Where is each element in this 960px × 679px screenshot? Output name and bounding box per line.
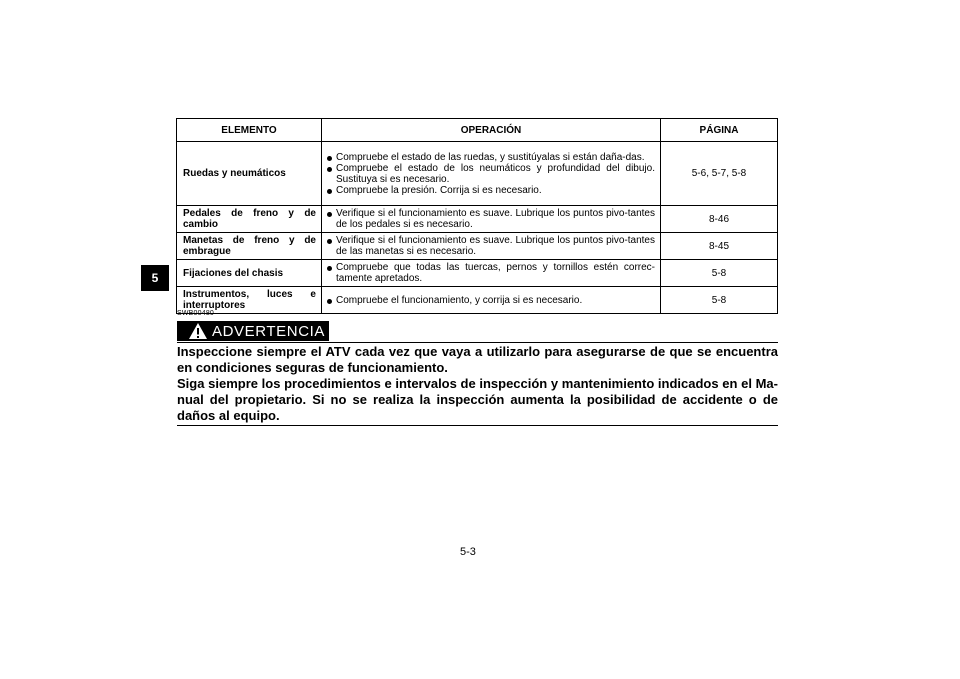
header-pagina: PÁGINA: [661, 119, 778, 142]
operation-item: Compruebe el funcionamiento, y corrija si es necesario.: [326, 295, 655, 306]
inspection-table: [176, 118, 778, 314]
row-element: Pedales de freno y de cambio: [177, 206, 322, 233]
row-operations: [322, 287, 661, 314]
row-page: 5-8: [661, 287, 778, 314]
row-page: 8-46: [661, 206, 778, 233]
operation-item: Verifique si el funcionamiento es suave. Lubrique los puntos pivo-tantes de los pedales si es necesario.: [326, 208, 655, 230]
row-page: 8-45: [661, 233, 778, 260]
warning-code: SWB00480: [177, 310, 215, 317]
row-page: 5-6, 5-7, 5-8: [661, 142, 778, 206]
row-operations: [322, 233, 661, 260]
table-row: [177, 287, 778, 314]
chapter-tab: 5: [141, 265, 169, 291]
table-row: [177, 206, 778, 233]
table-row: [177, 142, 778, 206]
operation-item: Compruebe el estado de los neumáticos y profundidad del dibujo. Sustituya si es necesario.: [326, 163, 655, 185]
row-element: Manetas de freno y de embrague: [177, 233, 322, 260]
row-operations: [322, 206, 661, 233]
warning-text: [177, 344, 778, 424]
table-row: [177, 233, 778, 260]
operation-item: Compruebe que todas las tuercas, pernos y tornillos estén correc-tamente apretados.: [326, 262, 655, 284]
table-row: [177, 260, 778, 287]
operation-item: Compruebe el estado de las ruedas, y sustitúyalas si están daña-das.: [326, 152, 655, 163]
row-element: Ruedas y neumáticos: [177, 142, 322, 206]
operation-item: Verifique si el funcionamiento es suave. Lubrique los puntos pivo-tantes de las manetas si es necesario.: [326, 235, 655, 257]
warning-top-rule: [177, 342, 778, 343]
page-number: 5-3: [460, 546, 476, 558]
warning-paragraph: Siga siempre los procedimientos e intervalos de inspección y mantenimiento indicados en el Ma-nual del propietario. Si no se realiza la inspección aumenta la posibilidad de accidente o de daños al equipo.: [177, 376, 778, 423]
warning-paragraph: Inspeccione siempre el ATV cada vez que vaya a utilizarlo para asegurarse de que se encuentra en condiciones seguras de funcionamiento.: [177, 344, 778, 375]
warning-banner: [177, 321, 329, 341]
table-header-row: [177, 119, 778, 142]
row-operations: [322, 142, 661, 206]
row-operations: [322, 260, 661, 287]
row-element: Fijaciones del chasis: [177, 260, 322, 287]
warning-label: ADVERTENCIA: [212, 322, 326, 340]
header-operacion: OPERACIÓN: [322, 119, 661, 142]
warning-triangle-icon: [188, 322, 208, 340]
operation-item: Compruebe la presión. Corrija si es necesario.: [326, 185, 655, 196]
warning-bottom-rule: [177, 425, 778, 426]
row-page: 5-8: [661, 260, 778, 287]
header-elemento: ELEMENTO: [177, 119, 322, 142]
row-element: Instrumentos, luces e interruptores: [177, 287, 322, 314]
